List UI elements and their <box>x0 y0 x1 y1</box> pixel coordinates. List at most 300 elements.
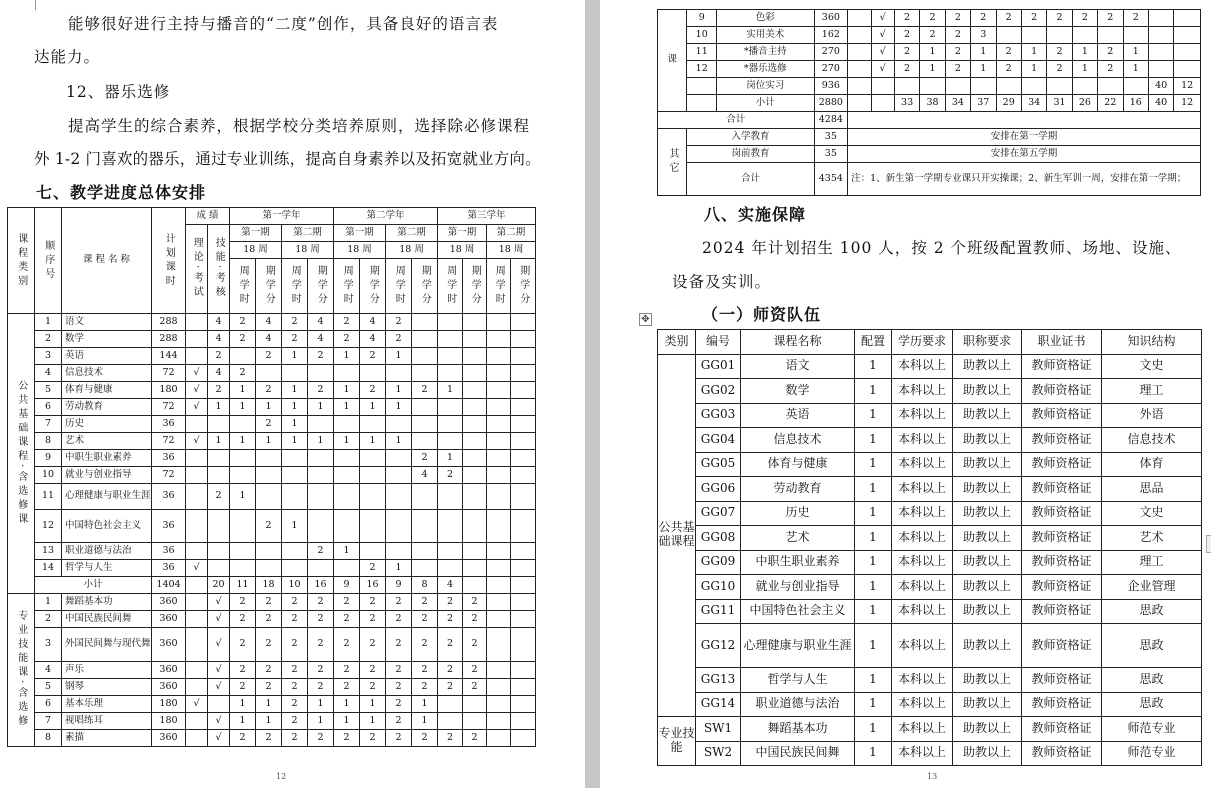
header-term: 第二期 <box>386 225 438 242</box>
table-cell: 2 <box>1047 10 1072 27</box>
table-cell: 助教以上 <box>953 575 1022 600</box>
table-cell: 2 <box>308 611 334 628</box>
course-name-cell: 基本乐理 <box>62 696 152 713</box>
course-name-cell: 历史 <box>62 416 152 433</box>
table-cell: 2 <box>208 484 230 510</box>
table-cell <box>463 543 487 560</box>
table-cell <box>487 348 511 365</box>
table-cell: 360 <box>152 679 186 696</box>
table-cell <box>487 543 511 560</box>
table-cell: √ <box>208 662 230 679</box>
table-cell <box>511 679 536 696</box>
table-cell: 理工 <box>1102 379 1202 404</box>
table-cell: 8 <box>35 730 62 747</box>
table-cell: 4 <box>256 331 282 348</box>
table-cell: 162 <box>814 27 848 44</box>
table-cell: 9 <box>386 577 412 594</box>
table-cell: 本科以上 <box>892 668 953 693</box>
table-cell <box>511 594 536 611</box>
header-term: 第二期 <box>282 225 334 242</box>
course-name-cell: 中国民族民间舞 <box>741 741 855 766</box>
course-name-cell: 色彩 <box>716 10 814 27</box>
table-cell <box>360 365 386 382</box>
table-move-handle-icon[interactable]: ✥ <box>639 313 652 326</box>
header-credits: 期学分 <box>256 259 282 314</box>
table-cell <box>334 365 360 382</box>
table-row <box>8 560 536 577</box>
table-cell: 7 <box>35 416 62 433</box>
header-weekly-hours: 周学时 <box>334 259 360 314</box>
table-cell: 2 <box>438 730 463 747</box>
table-cell: 2 <box>360 662 386 679</box>
table-cell <box>487 365 511 382</box>
table-cell: 360 <box>152 730 186 747</box>
table-cell: 2 <box>945 61 970 78</box>
table-cell <box>848 61 871 78</box>
table-cell <box>438 543 463 560</box>
table-cell: 1 <box>1021 61 1046 78</box>
table-cell <box>438 696 463 713</box>
table-cell: 1 <box>35 594 62 611</box>
table-cell <box>308 365 334 382</box>
table-cell <box>230 560 256 577</box>
scroll-edge-tab[interactable] <box>1206 535 1211 553</box>
table-cell: 2 <box>282 679 308 696</box>
table-cell <box>438 433 463 450</box>
table-cell <box>186 331 208 348</box>
table-cell: 1 <box>386 348 412 365</box>
table-row <box>8 314 536 331</box>
table-cell: 助教以上 <box>953 428 1022 453</box>
table-cell: 2 <box>230 314 256 331</box>
header-credits: 期学分 <box>412 259 438 314</box>
staff-row <box>658 692 1202 717</box>
table-cell <box>230 416 256 433</box>
table-cell <box>463 399 487 416</box>
table-cell: √ <box>208 611 230 628</box>
table-cell: 1 <box>855 692 892 717</box>
table-cell: 5 <box>35 382 62 399</box>
staff-row <box>658 668 1202 693</box>
table-cell: 1 <box>386 399 412 416</box>
note-cell: 注：1、新生第一学期专业课只开实操课；2、新生军训一周，安排在第一学期； <box>848 163 1201 196</box>
table-cell: 助教以上 <box>953 668 1022 693</box>
table-cell <box>1047 78 1072 95</box>
staff-row <box>658 452 1202 477</box>
table-cell: 1 <box>230 382 256 399</box>
table-cell: 2880 <box>814 95 848 112</box>
table-cell <box>438 510 463 543</box>
table-cell: √ <box>186 433 208 450</box>
table-cell: 1 <box>308 433 334 450</box>
header-credits: 期学分 <box>360 259 386 314</box>
table-cell: 助教以上 <box>953 550 1022 575</box>
table-cell: 2 <box>360 560 386 577</box>
table-cell: 师范专业 <box>1102 741 1202 766</box>
table-cell <box>487 662 511 679</box>
table-cell <box>1148 27 1173 44</box>
table-cell <box>186 467 208 484</box>
section-title: 12、器乐选修 <box>66 83 171 101</box>
table-cell: 2 <box>438 467 463 484</box>
table-cell <box>186 450 208 467</box>
paragraph-line: 设备及实训。 <box>672 273 772 291</box>
table-cell <box>208 467 230 484</box>
table-cell: 2 <box>412 628 438 662</box>
table-cell <box>208 416 230 433</box>
table-row <box>658 44 1201 61</box>
table-cell: 2 <box>282 331 308 348</box>
table-cell: 2 <box>438 594 463 611</box>
table-cell <box>463 577 487 594</box>
table-cell: 2 <box>334 730 360 747</box>
schedule-table <box>7 207 536 747</box>
table-cell <box>848 112 1201 129</box>
table-cell <box>186 594 208 611</box>
course-name-cell: 艺术 <box>62 433 152 450</box>
header-term: 第一期 <box>438 225 487 242</box>
table-row <box>8 348 536 365</box>
course-name-cell: 素描 <box>62 730 152 747</box>
table-cell: 35 <box>814 146 848 163</box>
table-cell: 3 <box>35 628 62 662</box>
table-cell <box>1072 78 1097 95</box>
table-cell: 1 <box>230 696 256 713</box>
table-cell <box>463 433 487 450</box>
table-cell: 1 <box>855 599 892 624</box>
table-cell: 2 <box>308 628 334 662</box>
table-cell: 文史 <box>1102 501 1202 526</box>
table-cell: 1 <box>855 403 892 428</box>
table-cell: 教师资格证 <box>1022 403 1102 428</box>
table-cell: 1 <box>855 624 892 668</box>
table-cell: 36 <box>152 560 186 577</box>
table-cell: 本科以上 <box>892 354 953 379</box>
table-cell <box>996 27 1021 44</box>
table-cell: √ <box>208 679 230 696</box>
category-cell: 公共基础课程·含选修课 <box>8 314 35 594</box>
table-cell: 10 <box>687 27 716 44</box>
table-cell <box>945 78 970 95</box>
table-cell: 2 <box>386 696 412 713</box>
table-cell <box>386 543 412 560</box>
table-row <box>8 679 536 696</box>
table-cell: 2 <box>360 730 386 747</box>
table-cell <box>996 78 1021 95</box>
table-cell: 教师资格证 <box>1022 526 1102 551</box>
table-cell: √ <box>871 61 894 78</box>
table-cell: 2 <box>463 594 487 611</box>
course-name-cell: 钢琴 <box>62 679 152 696</box>
header-weeks: 18 周 <box>230 242 282 259</box>
table-cell: 本科以上 <box>892 599 953 624</box>
table-cell: 1 <box>334 399 360 416</box>
table-cell <box>208 510 230 543</box>
table-cell: 2 <box>360 348 386 365</box>
table-cell <box>511 399 536 416</box>
table-cell: 2 <box>308 679 334 696</box>
header-year1: 第一学年 <box>230 208 334 225</box>
table-row <box>8 331 536 348</box>
table-cell: 2 <box>256 662 282 679</box>
table-cell: 本科以上 <box>892 624 953 668</box>
table-cell: 2 <box>334 662 360 679</box>
paragraph-line: 提高学生的综合素养，根据学校分类培养原则，选择除必修课程 <box>68 117 531 135</box>
table-cell: 8 <box>35 433 62 450</box>
table-cell: 2 <box>230 730 256 747</box>
table-cell: 2 <box>256 416 282 433</box>
table-cell: 2 <box>230 611 256 628</box>
course-name-cell: 信息技术 <box>62 365 152 382</box>
table-cell <box>487 450 511 467</box>
table-cell: 1 <box>855 452 892 477</box>
table-cell: GG07 <box>696 501 741 526</box>
course-name-cell: 劳动教育 <box>741 477 855 502</box>
table-cell: √ <box>871 27 894 44</box>
table-cell: 11 <box>230 577 256 594</box>
table-cell: GG06 <box>696 477 741 502</box>
table-cell: 2 <box>412 611 438 628</box>
table-cell: 2 <box>894 61 919 78</box>
table-cell: 2 <box>1047 44 1072 61</box>
table-cell <box>186 314 208 331</box>
table-cell <box>334 560 360 577</box>
table-cell: 助教以上 <box>953 692 1022 717</box>
table-cell: 2 <box>463 628 487 662</box>
table-cell: 2 <box>438 628 463 662</box>
table-cell: 4 <box>412 467 438 484</box>
table-cell: 1 <box>386 560 412 577</box>
table-cell: 270 <box>814 44 848 61</box>
table-cell: 2 <box>1072 10 1097 27</box>
course-name-cell: 哲学与人生 <box>62 560 152 577</box>
table-cell <box>412 560 438 577</box>
table-cell: 2 <box>463 730 487 747</box>
table-cell <box>282 484 308 510</box>
course-name-cell: 历史 <box>741 501 855 526</box>
table-cell <box>1123 78 1148 95</box>
course-name-cell: *器乐选修 <box>716 61 814 78</box>
table-cell: 2 <box>1098 10 1123 27</box>
table-cell <box>487 467 511 484</box>
course-name-cell: 视唱练耳 <box>62 713 152 730</box>
page-number: 13 <box>927 772 938 781</box>
table-cell: 16 <box>1123 95 1148 112</box>
table-cell: 35 <box>814 129 848 146</box>
header-weeks: 18 周 <box>487 242 536 259</box>
table-cell <box>511 696 536 713</box>
table-cell: 教师资格证 <box>1022 717 1102 742</box>
table-cell: 2 <box>334 331 360 348</box>
table-cell: 2 <box>308 730 334 747</box>
table-cell <box>308 467 334 484</box>
table-cell <box>511 484 536 510</box>
table-cell: 12 <box>687 61 716 78</box>
table-cell <box>848 27 871 44</box>
table-cell: 288 <box>152 314 186 331</box>
table-cell: 1 <box>855 575 892 600</box>
table-cell: 2 <box>1021 10 1046 27</box>
table-cell: 180 <box>152 713 186 730</box>
table-cell <box>412 433 438 450</box>
table-cell: 2 <box>1047 61 1072 78</box>
table-cell <box>282 450 308 467</box>
table-cell: 2 <box>1098 61 1123 78</box>
table-cell <box>186 611 208 628</box>
table-cell: 教师资格证 <box>1022 477 1102 502</box>
header-weekly-hours: 周学时 <box>487 259 511 314</box>
table-cell <box>487 382 511 399</box>
course-name-cell: 就业与创业指导 <box>62 467 152 484</box>
table-cell <box>256 365 282 382</box>
table-cell <box>1174 10 1201 27</box>
table-cell <box>920 78 945 95</box>
table-cell: 4 <box>360 314 386 331</box>
table-cell: 1 <box>230 433 256 450</box>
table-cell: 2 <box>438 611 463 628</box>
table-cell <box>487 433 511 450</box>
table-cell: 40 <box>1148 95 1173 112</box>
table-cell: 936 <box>814 78 848 95</box>
table-cell: GG10 <box>696 575 741 600</box>
other-row <box>658 146 1201 163</box>
table-cell: 38 <box>920 95 945 112</box>
table-cell: SW2 <box>696 741 741 766</box>
table-cell: 31 <box>1047 95 1072 112</box>
table-cell <box>308 510 334 543</box>
header-year3: 第三学年 <box>438 208 536 225</box>
table-cell: 1 <box>230 713 256 730</box>
staff-row <box>658 403 1202 428</box>
table-cell <box>208 696 230 713</box>
table-cell: 本科以上 <box>892 403 953 428</box>
table-cell <box>386 510 412 543</box>
table-cell: 2 <box>282 730 308 747</box>
table-cell: 1 <box>1021 44 1046 61</box>
table-cell: GG08 <box>696 526 741 551</box>
table-cell: 2 <box>334 594 360 611</box>
category-cell: 其它 <box>658 129 687 196</box>
table-cell: 2 <box>208 348 230 365</box>
table-cell <box>438 399 463 416</box>
table-cell <box>687 95 716 112</box>
table-cell: 16 <box>360 577 386 594</box>
table-cell: 本科以上 <box>892 550 953 575</box>
course-name-cell: 职业道德与法治 <box>741 692 855 717</box>
table-cell: 助教以上 <box>953 624 1022 668</box>
table-cell: 2 <box>256 628 282 662</box>
table-cell <box>487 594 511 611</box>
table-cell: 2 <box>282 611 308 628</box>
staff-row <box>658 477 1202 502</box>
table-cell <box>463 713 487 730</box>
table-cell <box>1174 27 1201 44</box>
staff-row <box>658 428 1202 453</box>
other-row <box>658 129 1201 146</box>
table-cell: 本科以上 <box>892 741 953 766</box>
table-cell <box>412 543 438 560</box>
table-cell <box>871 78 894 95</box>
header-credits: 期学分 <box>463 259 487 314</box>
table-cell: 36 <box>152 510 186 543</box>
table-cell: 2 <box>360 628 386 662</box>
table-cell: 入学教育 <box>687 129 814 146</box>
table-cell: 20 <box>208 577 230 594</box>
table-cell: 14 <box>35 560 62 577</box>
table-row <box>8 696 536 713</box>
table-cell: 1 <box>35 314 62 331</box>
table-cell: √ <box>186 399 208 416</box>
table-cell: 教师资格证 <box>1022 428 1102 453</box>
table-cell <box>971 78 996 95</box>
table-cell: 2 <box>360 679 386 696</box>
table-cell: 1 <box>855 741 892 766</box>
table-cell: 助教以上 <box>953 526 1022 551</box>
table-cell <box>511 433 536 450</box>
table-cell <box>256 543 282 560</box>
course-name-cell: 舞蹈基本功 <box>62 594 152 611</box>
table-cell: 2 <box>894 44 919 61</box>
table-cell <box>412 365 438 382</box>
table-cell: 2 <box>360 611 386 628</box>
table-cell <box>463 348 487 365</box>
staff-row <box>658 624 1202 668</box>
table-cell: 2 <box>308 382 334 399</box>
table-cell: 2 <box>386 730 412 747</box>
table-cell: 思品 <box>1102 477 1202 502</box>
table-cell <box>463 365 487 382</box>
table-cell: 2 <box>308 662 334 679</box>
table-cell: 180 <box>152 382 186 399</box>
table-cell: 本科以上 <box>892 692 953 717</box>
table-cell: 2 <box>386 331 412 348</box>
table-cell <box>487 713 511 730</box>
table-cell: 1 <box>334 713 360 730</box>
table-cell: 2 <box>996 61 1021 78</box>
table-cell <box>487 696 511 713</box>
table-row <box>8 730 536 747</box>
table-row <box>8 543 536 560</box>
table-cell: 2 <box>308 543 334 560</box>
staff-table <box>657 329 1202 766</box>
table-cell <box>282 560 308 577</box>
table-cell: 16 <box>308 577 334 594</box>
table-cell: 2 <box>1098 44 1123 61</box>
header-category: 课程类别 <box>8 208 35 314</box>
table-cell: 6 <box>35 696 62 713</box>
table-cell: 2 <box>412 594 438 611</box>
table-cell: 1 <box>1072 61 1097 78</box>
table-cell: 4 <box>208 365 230 382</box>
table-cell: 1 <box>256 696 282 713</box>
header-weeks: 18 周 <box>438 242 487 259</box>
table-cell: 本科以上 <box>892 575 953 600</box>
table-cell: 教师资格证 <box>1022 741 1102 766</box>
column-header: 职称要求 <box>953 330 1022 355</box>
table-cell: GG14 <box>696 692 741 717</box>
table-cell: 安排在第五学期 <box>848 146 1201 163</box>
course-name-cell: 中国民族民间舞 <box>62 611 152 628</box>
staff-row <box>658 717 1202 742</box>
table-cell: √ <box>208 713 230 730</box>
course-name-cell: 信息技术 <box>741 428 855 453</box>
table-cell: GG05 <box>696 452 741 477</box>
table-cell: 1 <box>971 44 996 61</box>
table-row <box>8 399 536 416</box>
table-cell <box>282 365 308 382</box>
course-name-cell: 中国特色社会主义 <box>741 599 855 624</box>
grand-total-label: 合计 <box>687 163 814 196</box>
